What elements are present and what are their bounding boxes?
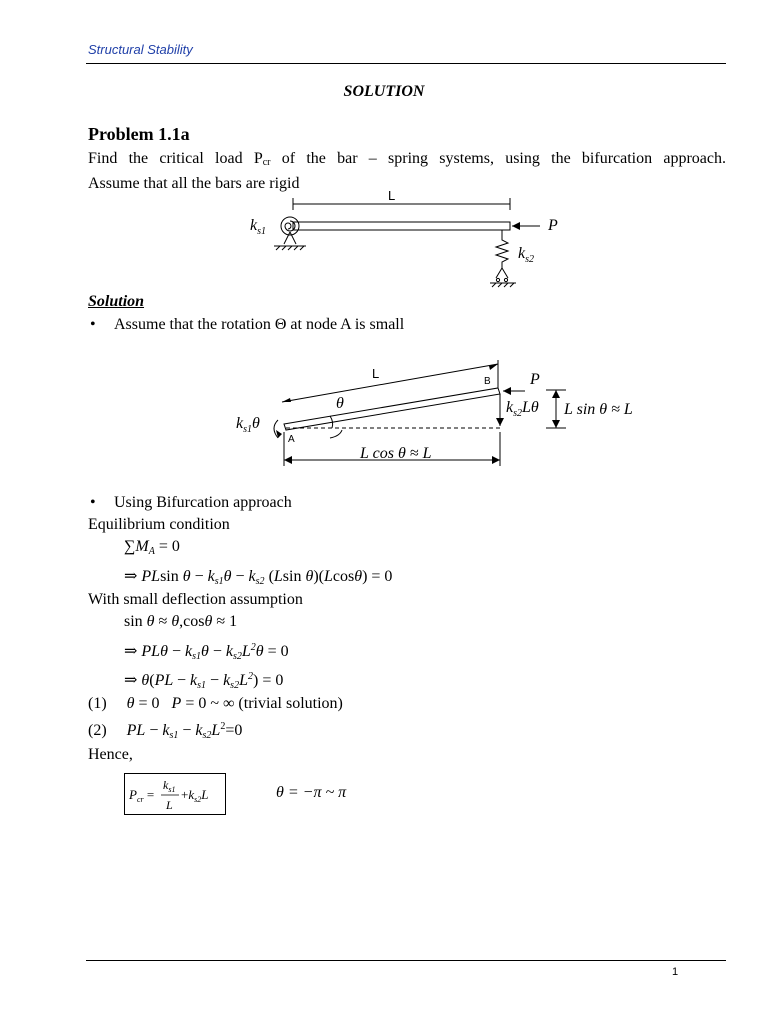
equilibrium-label: Equilibrium condition [88,516,230,533]
fig2-load-label: P [530,371,540,388]
bullet-dot: • [90,494,96,511]
fig1-length-label: L [388,188,396,203]
case-2: (2) PL − $ks1 - ks2L^2=0$ [88,721,243,741]
problem-text-a: Find the critical load P [88,150,263,167]
bullet-dot: • [90,316,96,333]
problem-text-b: of the bar – spring systems, using the bifurcation approach. [270,150,726,167]
fig1-ks1-label: $k_{s1}$ [250,217,267,237]
problem-text-sub: cr [262,157,271,168]
bullet-assumption-text: Assume that the rotation Θ at node A is small [114,316,405,333]
problem-line-2: Assume that all the bars are rigid [88,175,300,192]
bullet-bifurcation-text: Using Bifurcation approach [114,494,292,511]
svg-text:ks1: $k_{s1}$ [163,778,176,794]
running-header: Structural Stability [88,42,193,57]
header-rule [86,63,726,64]
page-number: 1 [672,966,679,978]
bullet-bifurcation [90,494,292,512]
small-deflection-label: With small deflection assumption [88,591,303,608]
fig2-node-a: A [288,434,295,445]
problem-title: Problem 1.1a [88,124,190,144]
bullet-assumption [90,316,404,334]
eq-linearized: ⇒ $PL\theta - ks1\theta - ks2L^2\theta = 0$ [124,642,289,662]
critical-load-formula [125,774,225,814]
eq-moment-sum: ∑MA = 0 [124,538,180,557]
fig2-vert-label: L sin θ ≈ L [564,401,633,418]
fig2-theta-label: θ [336,395,344,412]
fig2-base-label: L cos θ ≈ L [360,445,432,462]
case-1-number: (1) [88,695,107,712]
figure-bar-spring-system [240,188,560,288]
figure-rotated-bar [230,358,650,468]
result-box [124,773,226,815]
theta-range: θ = −π ~ π [276,784,347,801]
fig2-spring-force-label: $k_{s2}L\theta$ [506,399,539,419]
case-1-note: (trivial solution) [238,695,343,712]
eq-factored: ⇒ $\theta(PL - ks1 - ks2L^2) = 0$ [124,671,284,691]
footer-rule [86,960,726,961]
fig2-moment-label: $k_{s1}\theta$ [236,415,260,435]
svg-text:Pcr =: $P_{cr}$ = [129,787,155,804]
solution-heading: Solution [88,293,145,310]
eq-small-angle: sin θ ≈ θ,cosθ ≈ 1 [124,613,238,630]
fig2-node-b: B [484,376,491,387]
case-1: (1) θ = 0 P = 0 ~ ∞ (trivial solution) [88,695,343,712]
svg-text:L: L [166,798,173,812]
case-2-number: (2) [88,722,107,739]
fig1-load-label: P [548,217,558,234]
problem-line-1 [88,148,726,173]
hence-label: Hence, [88,746,133,763]
svg-text:+ks2L: $+k_{s2}L$ [181,787,209,804]
fig1-ks2-label: $k_{s2}$ [518,245,535,265]
eq-equilibrium: ⇒ PLsin θ − ks1θ − ks2 (Lsin θ)(Lcosθ) = 0 [124,568,393,587]
fig2-length-label: L [372,366,380,381]
solution-title: SOLUTION [343,83,425,100]
